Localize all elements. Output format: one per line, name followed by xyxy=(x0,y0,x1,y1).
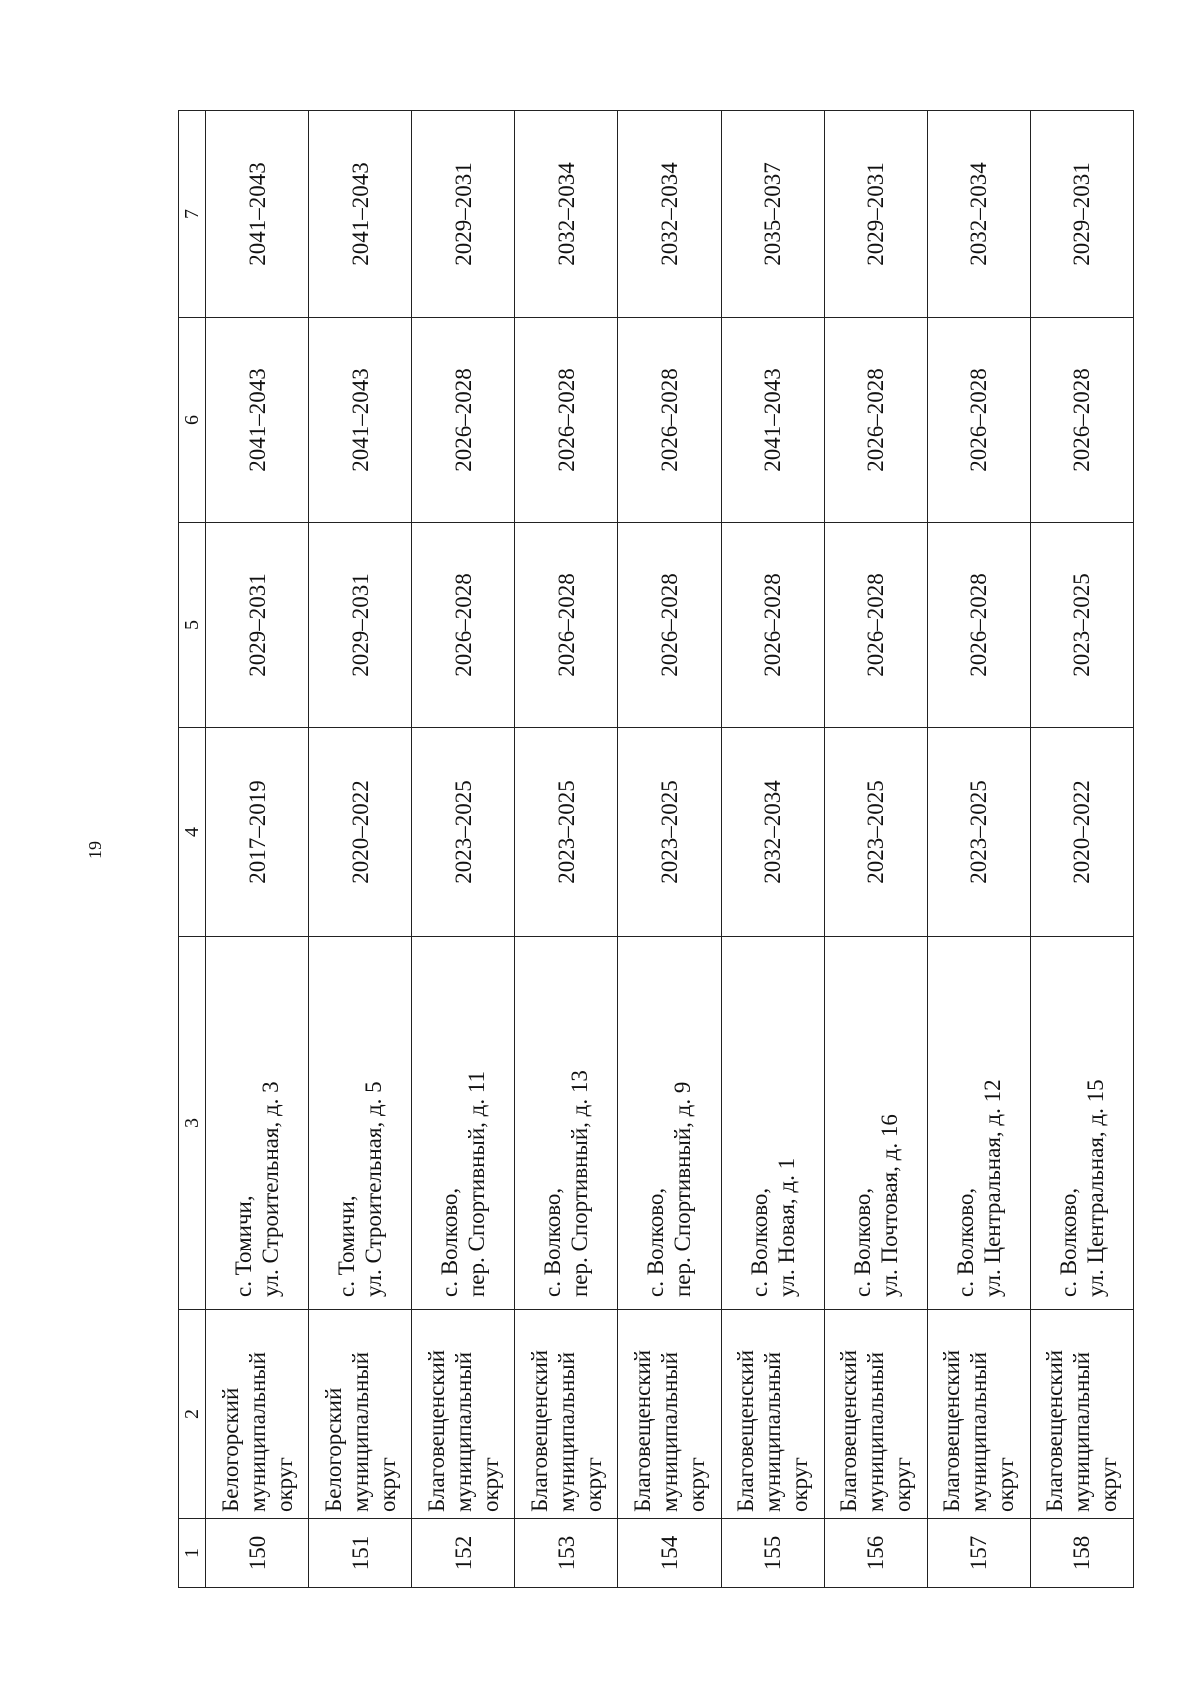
period-cell: 2026–2028 xyxy=(515,523,618,728)
district-line: муниципальный xyxy=(244,1351,270,1512)
address-cell xyxy=(515,937,618,1310)
address-line: ул. Строительная, д. 5 xyxy=(361,1081,387,1297)
district-line: муниципальный xyxy=(347,1351,373,1512)
table-wrapper xyxy=(178,118,1134,1588)
district-line: муниципальный xyxy=(966,1351,992,1512)
period-cell: 2026–2028 xyxy=(412,318,515,523)
period-cell: 2029–2031 xyxy=(824,111,927,318)
row-number: 153 xyxy=(515,1519,618,1588)
row-number: 155 xyxy=(721,1519,824,1588)
period-cell: 2026–2028 xyxy=(412,523,515,728)
address-cell xyxy=(1030,937,1133,1310)
period-cell: 2026–2028 xyxy=(824,318,927,523)
period-cell: 2026–2028 xyxy=(1030,318,1133,523)
period-cell: 2023–2025 xyxy=(412,728,515,937)
column-header: 5 xyxy=(179,523,206,728)
address-cell xyxy=(412,937,515,1310)
period-cell: 2041–2043 xyxy=(206,111,309,318)
table-row xyxy=(309,111,412,1588)
district-line: муниципальный xyxy=(450,1351,476,1512)
row-number: 152 xyxy=(412,1519,515,1588)
column-header: 2 xyxy=(179,1310,206,1519)
period-cell: 2026–2028 xyxy=(927,523,1030,728)
district-line: Благовещенский xyxy=(1042,1349,1068,1512)
table-row xyxy=(515,111,618,1588)
address-cell xyxy=(309,937,412,1310)
period-cell: 2020–2022 xyxy=(1030,728,1133,937)
address-line: с. Томичи, xyxy=(334,1195,360,1297)
district-line: Благовещенский xyxy=(733,1349,759,1512)
period-cell: 2029–2031 xyxy=(206,523,309,728)
address-line: с. Волково, xyxy=(437,1187,463,1297)
district-cell xyxy=(412,1310,515,1519)
district-cell xyxy=(721,1310,824,1519)
district-line: округ xyxy=(477,1457,503,1512)
period-cell: 2023–2025 xyxy=(1030,523,1133,728)
row-number: 150 xyxy=(206,1519,309,1588)
address-cell xyxy=(618,937,721,1310)
address-line: с. Волково, xyxy=(643,1187,669,1297)
district-cell xyxy=(927,1310,1030,1519)
period-cell: 2032–2034 xyxy=(721,728,824,937)
table-row xyxy=(721,111,824,1588)
district-line: округ xyxy=(1096,1457,1122,1512)
district-line: муниципальный xyxy=(760,1351,786,1512)
page-number: 19 xyxy=(85,841,105,859)
period-cell: 2026–2028 xyxy=(927,318,1030,523)
row-number: 158 xyxy=(1030,1519,1133,1588)
district-line: муниципальный xyxy=(553,1351,579,1512)
column-header: 3 xyxy=(179,937,206,1310)
district-line: Благовещенский xyxy=(939,1349,965,1512)
address-line: ул. Новая, д. 1 xyxy=(773,1157,799,1297)
address-line: ул. Центральная, д. 15 xyxy=(1082,1079,1108,1297)
period-cell: 2041–2043 xyxy=(206,318,309,523)
period-cell: 2029–2031 xyxy=(309,523,412,728)
address-cell xyxy=(927,937,1030,1310)
row-number: 156 xyxy=(824,1519,927,1588)
district-line: округ xyxy=(787,1457,813,1512)
address-cell xyxy=(824,937,927,1310)
column-header: 4 xyxy=(179,728,206,937)
period-cell: 2041–2043 xyxy=(309,318,412,523)
address-line: пер. Спортивный, д. 13 xyxy=(567,1070,593,1297)
period-cell: 2032–2034 xyxy=(515,111,618,318)
address-cell xyxy=(721,937,824,1310)
address-cell xyxy=(206,937,309,1310)
address-line: пер. Спортивный, д. 11 xyxy=(464,1070,490,1297)
address-line: с. Волково, xyxy=(1055,1187,1081,1297)
period-cell: 2023–2025 xyxy=(618,728,721,937)
district-line: Белогорский xyxy=(320,1387,346,1512)
period-cell: 2026–2028 xyxy=(618,523,721,728)
district-cell xyxy=(515,1310,618,1519)
period-cell: 2041–2043 xyxy=(721,318,824,523)
address-line: с. Волково, xyxy=(540,1187,566,1297)
district-cell xyxy=(309,1310,412,1519)
table-row xyxy=(206,111,309,1588)
row-number: 154 xyxy=(618,1519,721,1588)
period-cell: 2029–2031 xyxy=(1030,111,1133,318)
district-cell xyxy=(206,1310,309,1519)
district-line: округ xyxy=(580,1457,606,1512)
address-line: ул. Строительная, д. 3 xyxy=(258,1081,284,1297)
district-line: округ xyxy=(271,1457,297,1512)
table-row xyxy=(618,111,721,1588)
column-header: 6 xyxy=(179,318,206,523)
district-line: муниципальный xyxy=(863,1351,889,1512)
period-cell: 2023–2025 xyxy=(515,728,618,937)
rotated-table-container xyxy=(178,118,1134,1588)
period-cell: 2026–2028 xyxy=(515,318,618,523)
period-cell: 2041–2043 xyxy=(309,111,412,318)
schedule-table xyxy=(178,110,1134,1588)
row-number: 157 xyxy=(927,1519,1030,1588)
district-line: Белогорский xyxy=(217,1387,243,1512)
district-line: Благовещенский xyxy=(629,1349,655,1512)
table-row xyxy=(927,111,1030,1588)
period-cell: 2029–2031 xyxy=(412,111,515,318)
address-line: с. Томичи, xyxy=(231,1195,257,1297)
address-line: ул. Центральная, д. 12 xyxy=(979,1079,1005,1297)
district-cell xyxy=(824,1310,927,1519)
period-cell: 2032–2034 xyxy=(927,111,1030,318)
district-line: Благовещенский xyxy=(423,1349,449,1512)
period-cell: 2023–2025 xyxy=(824,728,927,937)
header-row xyxy=(179,111,206,1588)
column-header: 7 xyxy=(179,111,206,318)
district-line: округ xyxy=(993,1457,1019,1512)
period-cell: 2026–2028 xyxy=(824,523,927,728)
period-cell: 2026–2028 xyxy=(721,523,824,728)
table-row xyxy=(412,111,515,1588)
district-line: округ xyxy=(890,1457,916,1512)
address-line: ул. Почтовая, д. 16 xyxy=(876,1114,902,1297)
district-line: Благовещенский xyxy=(526,1349,552,1512)
district-line: округ xyxy=(374,1457,400,1512)
period-cell: 2017–2019 xyxy=(206,728,309,937)
column-header: 1 xyxy=(179,1519,206,1588)
address-line: с. Волково, xyxy=(952,1187,978,1297)
row-number: 151 xyxy=(309,1519,412,1588)
period-cell: 2023–2025 xyxy=(927,728,1030,937)
address-line: с. Волково, xyxy=(746,1187,772,1297)
district-line: муниципальный xyxy=(656,1351,682,1512)
period-cell: 2020–2022 xyxy=(309,728,412,937)
district-cell xyxy=(1030,1310,1133,1519)
period-cell: 2032–2034 xyxy=(618,111,721,318)
period-cell: 2026–2028 xyxy=(618,318,721,523)
period-cell: 2035–2037 xyxy=(721,111,824,318)
table-row xyxy=(824,111,927,1588)
address-line: пер. Спортивный, д. 9 xyxy=(670,1081,696,1297)
address-line: с. Волково, xyxy=(849,1187,875,1297)
district-cell xyxy=(618,1310,721,1519)
district-line: Благовещенский xyxy=(836,1349,862,1512)
district-line: муниципальный xyxy=(1069,1351,1095,1512)
table-row xyxy=(1030,111,1133,1588)
district-line: округ xyxy=(683,1457,709,1512)
